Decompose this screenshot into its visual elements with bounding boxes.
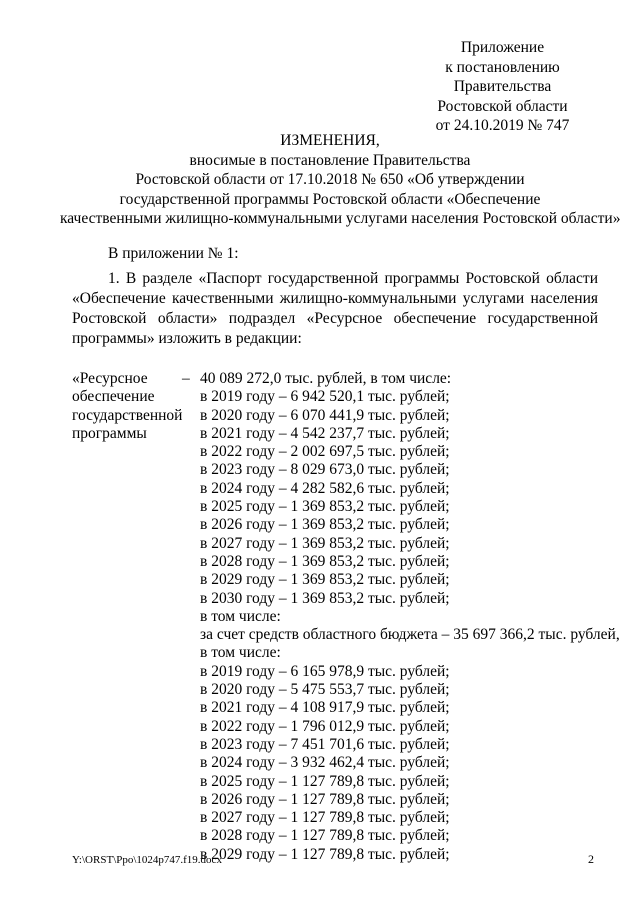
resources-label-line: программы [72,424,147,442]
resources-line: в 2030 году – 1 369 853,2 тыс. рублей; [200,589,450,607]
resources-line: в 2028 году – 1 369 853,2 тыс. рублей; [200,552,450,570]
resources-line: в 2025 году – 1 369 853,2 тыс. рублей; [200,498,450,516]
resources-line: в 2019 году – 6 165 978,9 тыс. рублей; [200,662,450,680]
paragraph-line: Ростовской области» подраздел «Ресурсное обеспечение государственной [72,310,598,327]
title-line: государственной программы Ростовской области «Обеспечение [119,190,541,208]
resources-line: в 2024 году – 4 282 582,6 тыс. рублей; [200,479,450,497]
resources-label-line: государственной [72,406,183,424]
resources-line: в 2026 году – 1 369 853,2 тыс. рублей; [200,516,450,534]
resources-line: в 2029 году – 1 369 853,2 тыс. рублей; [200,571,450,589]
resources-dash: – [182,370,190,387]
resources-line: в том числе: [200,607,281,625]
appendix-line: Ростовской области [437,97,568,115]
paragraph-line: 1. В разделе «Паспорт государственной программы Ростовской области [108,270,598,287]
appendix-header [400,38,605,136]
paragraph-line: «Обеспечение качественными жилищно-коммунальными услугами населения [72,290,598,307]
appendix-line: к постановлению [445,58,560,76]
resources-line: в 2024 году – 3 932 462,4 тыс. рублей; [200,754,450,772]
resources-line: в 2023 году – 7 451 701,6 тыс. рублей; [200,735,450,753]
resources-line: в 2021 году – 4 108 917,9 тыс. рублей; [200,699,450,717]
resources-line: в 2019 году – 6 942 520,1 тыс. рублей; [200,388,450,406]
title-line: качественными жилищно-коммунальными услугами населения Ростовской области» [60,210,621,227]
appendix-line: Приложение [460,39,545,56]
resources-line: за счет средств областного бюджета – 35 697 366,2 тыс. рублей, [200,626,620,644]
resources-line: в 2025 году – 1 127 789,8 тыс. рублей; [200,772,450,790]
resources-line: 40 089 272,0 тыс. рублей, в том числе: [200,370,452,387]
resources-label [72,370,182,443]
resources-line: в 2023 году – 8 029 673,0 тыс. рублей; [200,461,450,479]
resources-line: в том числе: [200,644,281,662]
resources-values [200,370,620,864]
appendix-line: Правительства [453,78,552,95]
document-title [60,131,621,229]
paragraph-1 [72,269,598,349]
resources-line: в 2021 году – 4 542 237,7 тыс. рублей; [200,424,450,442]
title-heading: ИЗМЕНЕНИЯ, [280,132,380,149]
resources-line: в 2026 году – 1 127 789,8 тыс. рублей; [200,790,450,808]
footer-page-number: 2 [588,852,594,866]
footer-file-path: Y:\ORST\Ppo\1024p747.f19.docx [72,854,222,866]
resources-label-line: обеспечение [72,388,155,406]
resources-line: в 2027 году – 1 369 853,2 тыс. рублей; [200,534,450,552]
resources-line: в 2029 году – 1 127 789,8 тыс. рублей; [200,845,450,863]
resources-line: в 2020 году – 5 475 553,7 тыс. рублей; [200,681,450,699]
appendix-line: от 24.10.2019 № 747 [435,117,570,134]
resources-line: в 2027 году – 1 127 789,8 тыс. рублей; [200,809,450,827]
title-line: вносимые в постановление Правительства [189,151,471,169]
title-line: Ростовской области от 17.10.2018 № 650 «Об утверждении [135,171,525,188]
resources-line: в 2028 году – 1 127 789,8 тыс. рублей; [200,827,450,845]
resources-line: в 2022 году – 1 796 012,9 тыс. рублей; [200,717,450,735]
resources-label-line: «Ресурсное [72,370,148,387]
intro-text: В приложении № 1: [108,245,239,262]
paragraph-line: программы» изложить в редакции: [72,330,302,347]
resources-line: в 2020 году – 6 070 441,9 тыс. рублей; [200,406,450,424]
resources-line: в 2022 году – 2 002 697,5 тыс. рублей; [200,443,450,461]
